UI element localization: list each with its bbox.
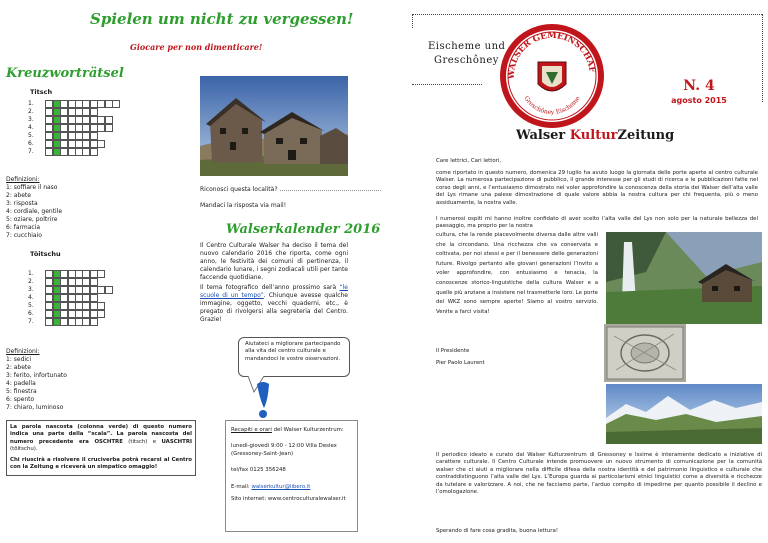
crossword-title: Kreuzworträtsel [6,66,124,81]
letter-paragraph-2a: I numerosi ospiti mi hanno inoltre confidato di aver scelto l’alta valle del Lys non solo per la naturale bellezza del paesaggio, ma proprio per la nostra [436,216,758,230]
row-number: 3. [28,286,34,293]
contacts-hours: lunedì-giovedì 9:00 - 12:00 Villa Deslex (Gressoney-Saint-Jean) [231,443,337,457]
definition-2: 2: abete [6,364,31,371]
signature-role: Il Presidente [436,348,470,354]
crossword-cell[interactable] [97,140,105,148]
row-number: 5. [28,132,34,139]
frame-right-line [762,14,763,102]
issue-number-box [668,78,730,120]
help-bubble [238,337,350,377]
crossword-row [45,124,112,132]
web-address[interactable]: www.centroculturalewalser.it [267,496,346,503]
definition-1: 1: soffiare il naso [6,184,58,191]
definition-7: 7: chiaro, luminoso [6,404,64,411]
crossword-row [45,278,97,286]
footer-closing: Sperando di fare cosa gradita, buona lettura! [436,528,558,534]
map-photo [604,324,686,382]
frame-mid-line [412,84,482,85]
walserkalender-theme-link[interactable]: “le scuole di un tempo” [200,284,348,299]
crossword-cell[interactable] [90,148,98,156]
walserkalender-paragraph-1: Il Centro Culturale Walser ha deciso il tema del nuovo calendario 2016 che riporta, come ogni anno, le festività dei comuni di pertinenza, il calendario lunare, i segni zodiacali utili per tante faccende quotidiane. [200,242,348,281]
letter-paragraph-1: come riportato in questo numero, domenica 29 luglio ha avuto luogo la giornata delle porte aperte al centro culturale Walser. La numerosa partecipazione di pubblico, il grande interesse per gli studi di ricerca e le pubblicazioni fatte nel corso degli anni, e l’entusiasmo dimostrato nel voler approfondire la conoscenza della storia dei Walser dell’alta valle del Lys rimane una palese dimostrazione di quale valore abbia la nostra cultura per chi frequenta, più o meno assiduamente, la nostra valle. [436,170,758,206]
email-link[interactable]: walserkultur@libero.it [251,483,311,490]
waterfall-photo [606,232,762,324]
toitschu-definitions [6,356,67,412]
titsch-label: Titsch [30,88,53,96]
crossword-row [45,100,119,108]
crossword-row [45,148,97,156]
row-number: 2. [28,108,34,115]
crossword-hint-box [6,420,196,476]
letter-greeting: Care lettrici, Cari lettori, [436,158,502,164]
dialect-title [428,40,505,68]
issue-number: N. 4 [683,78,715,94]
row-number: 3. [28,116,34,123]
walserkalender-title: Walserkalender 2016 [226,222,381,237]
crossword-cell[interactable] [112,100,120,108]
header-subtitle: Giocare per non dimenticare! [130,42,263,52]
definition-3: 3: ferito, infortunato [6,372,67,379]
hint-paragraph-1: La parola nascosta (colonna verde) di questo numero indica una parte della “scala”. La parola nascosta del numero precedente era OSCHTRE (titsch) e UASCHTRI (töitschu). [10,424,193,453]
crossword-cell[interactable] [105,124,113,132]
row-number: 7. [28,318,34,325]
definition-5: 5: finestra [6,388,37,395]
row-number: 1. [28,100,34,107]
help-bubble-text: Aiutateci a migliorare partecipando alla vita del centro culturale e mandandoci le vostre osservazioni. [245,341,341,362]
contacts-email: E-mail: walserkultur@libero.it [231,483,311,490]
dialect-line-1: Eischeme und [428,41,506,52]
walser-gemeinschaft-seal [498,22,606,134]
crossword-row [45,270,104,278]
frame-top-line [412,14,762,15]
issue-date: agosto 2015 [671,96,727,105]
crossword-row [45,108,97,116]
walserkalender-paragraph-2: Il tema fotografico dell’anno prossimo sarà “le scuole di un tempo”. Chiunque avesse qualche immagine, oggetto, vecchi quaderni, etc., è pregato di rivolgersi alla segreteria del Centro. Grazie! [200,284,349,323]
crossword-cell[interactable] [90,294,98,302]
frame-left-line [412,14,413,28]
row-number: 7. [28,148,34,155]
toitschu-definitions-title: Definizioni: [6,348,40,355]
crossword-cell[interactable] [90,132,98,140]
crossword-cell[interactable] [97,270,105,278]
quiz-question: Riconosci questa località? …………………………………………… [200,186,382,193]
definition-1: 1: sedici [6,356,32,363]
crossword-cell[interactable] [90,108,98,116]
contacts-phone: tel/fax 0125 356248 [231,467,286,474]
crossword-row [45,116,112,124]
crossword-cell[interactable] [90,278,98,286]
toitschu-label: Töitschu [30,250,61,258]
seal-text-top: WALSER GEMEINSCHAF [506,30,597,80]
crossword-row [45,310,104,318]
footer-paragraph: Il periodico ideato e curato dal Walser Kulturzentrum di Gressoney e Issime è interamente dedicato a iniziative di carattere culturale. Il Centro Culturale intende promuovere un nuovo strumento di comunicazione per la comunità walser che ci aiuti a migliorare nella difficile difesa della nostra identità e del patrimonio linguistico e culturale che contraddistinguono l’alta valle del Lys. L’Europa guarda ai particolarismi etnici linguistici come a diversità e ricchezze da tutelare e valorizzare. A noi, che ne facciamo parte, l’arduo compito di impedirne per quanto possibile il declino e l’omologazione. [436,452,762,496]
hint-paragraph-2: Chi riuscirà a risolvere il cruciverba potrà recarsi al Centro con la Zeitung e riceverà un simpatico omaggio! [10,456,192,471]
row-number: 4. [28,294,34,301]
definition-2: 2: abete [6,192,31,199]
definition-6: 6: spento [6,396,35,403]
crossword-row [45,140,104,148]
definition-5: 5: oziare, poltrire [6,216,58,223]
crossword-cell[interactable] [105,116,113,124]
exclamation-icon [252,380,274,424]
definition-4: 4: padella [6,380,36,387]
crossword-row [45,132,97,140]
crossword-cell[interactable] [97,310,105,318]
crossword-row [45,286,112,294]
crossword-cell[interactable] [105,286,113,294]
newspaper-name: Walser KulturZeitung [516,128,675,143]
row-number: 6. [28,310,34,317]
crossword-row [45,294,97,302]
crossword-cell[interactable] [90,318,98,326]
titsch-definitions [6,184,62,240]
definition-7: 7: cucchiaio [6,232,42,239]
quiz-instruction: Mandaci la risposta via mail! [200,202,287,209]
quiz-photo [200,76,348,176]
row-number: 1. [28,270,34,277]
contacts-box [225,420,358,532]
titsch-definitions-title: Definizioni: [6,176,40,183]
contacts-web: Sito internet: www.centroculturalewalser.it [231,496,346,503]
dialect-line-2: Greschôney [434,55,499,66]
header-title: Spielen um nicht zu vergessen! [90,10,354,28]
row-number: 6. [28,140,34,147]
seal-text-bottom: Greschôney Eischeme [522,95,582,117]
row-number: 4. [28,124,34,131]
definition-3: 3: risposta [6,200,38,207]
signature-name: Pier Paolo Laurent [436,360,485,366]
row-number: 2. [28,278,34,285]
contacts-title: Recapiti e orari del Walser Kulturzentrum: [231,427,344,433]
definition-6: 6: farmacia [6,224,41,231]
crossword-cell[interactable] [97,302,105,310]
valley-photo [606,384,762,444]
letter-paragraph-2b: cultura, che la rende piacevolmente diversa dalle altre valli che la circondano. Una ricchezza che va conservata e coltivata, per noi stessi e per il benessere delle generazioni future. Rivolgo pertanto alle giovani generazioni l’invito a voler approfondire, con entusiasmo e tenacia, la conoscenze storico-linguistiche della cultura Walser e a quelle più anziane a insistere nel trasmetterle loro. Le porte del WKZ sono sempre aperte! Siamo al vostro servizio. Venite a farci visita! [436,232,598,315]
row-number: 5. [28,302,34,309]
crossword-row [45,302,104,310]
definition-4: 4: cordiale, gentile [6,208,63,215]
crossword-row [45,318,97,326]
